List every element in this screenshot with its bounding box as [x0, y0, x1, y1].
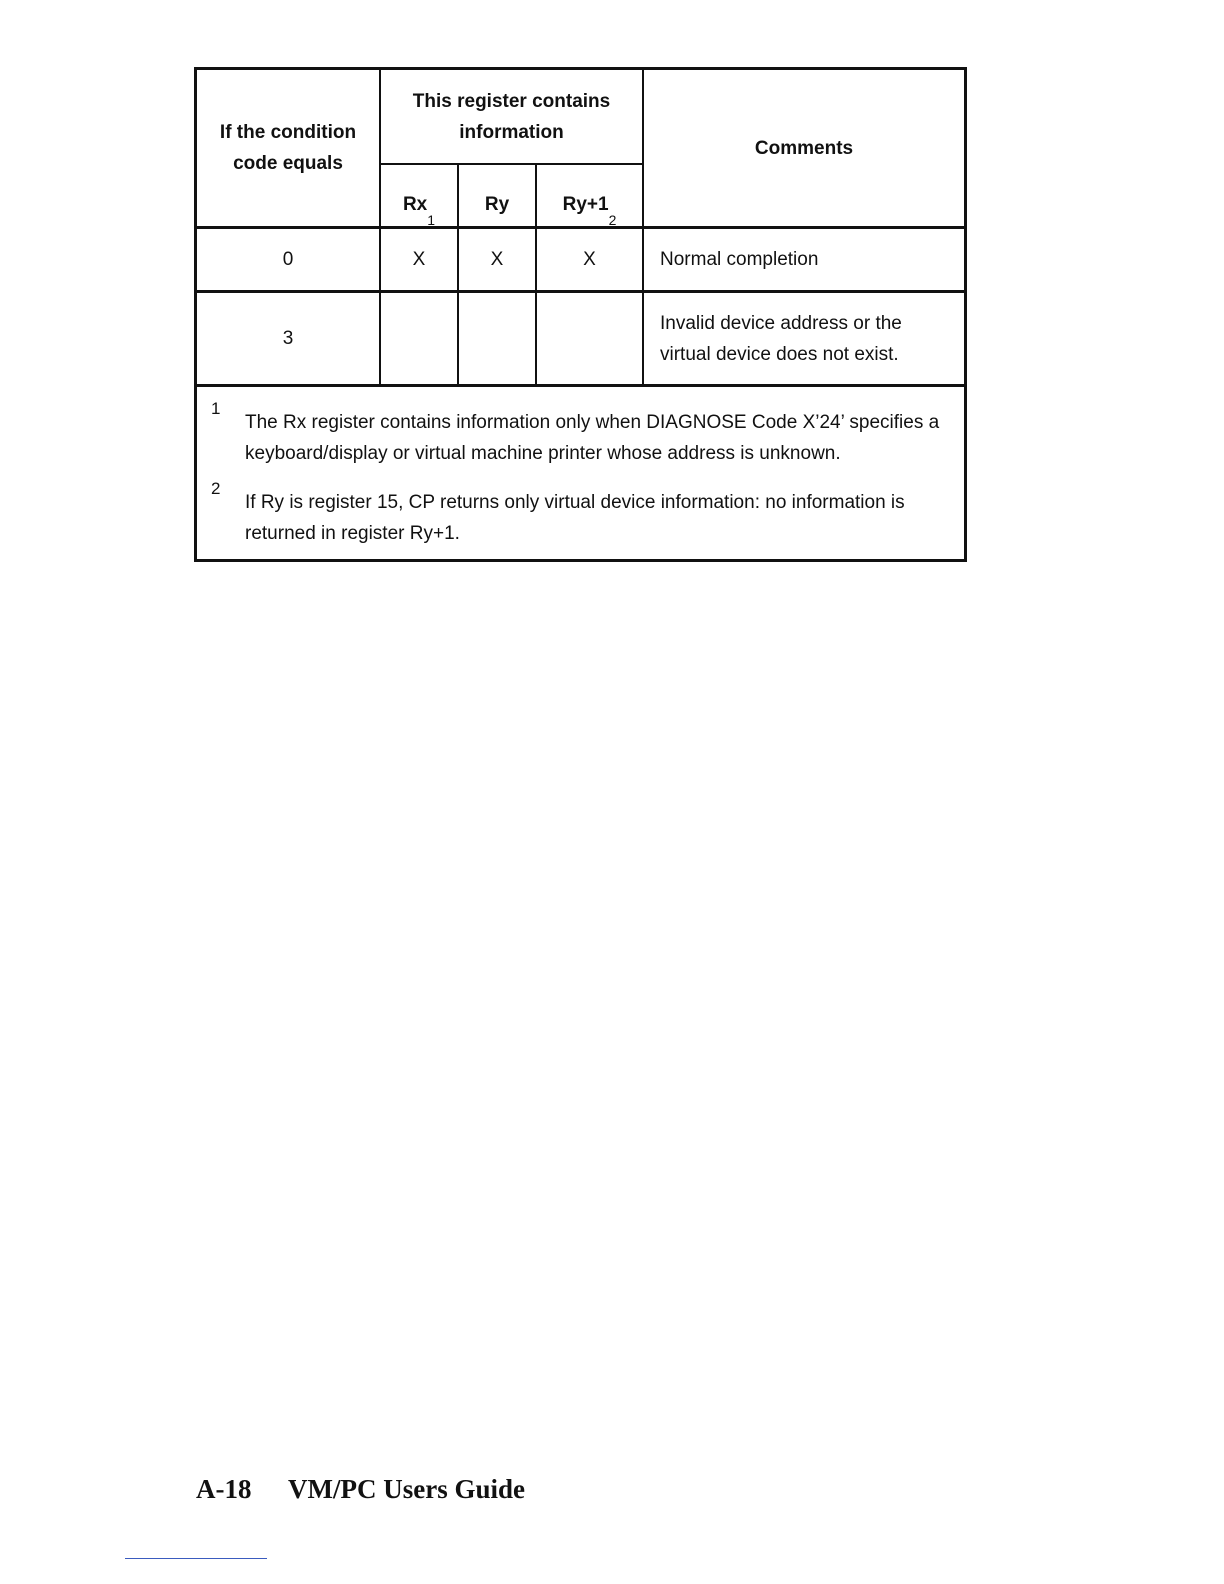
row-0-cc: 0 — [197, 229, 381, 293]
row-1-comment: Invalid device address or the virtual device does not exist. — [644, 293, 964, 387]
book-title: VM/PC Users Guide — [288, 1474, 525, 1504]
rx-label: Rx — [402, 194, 428, 215]
header-register-contains: This register contains information — [381, 70, 644, 165]
header-ry1: Ry+1 2 — [537, 165, 644, 229]
table-footnotes — [197, 387, 964, 559]
footnote-1 — [211, 401, 944, 469]
footnote-2-text: If Ry is register 15, CP returns only virtual device information: no information is returned in register Ry+1. — [245, 492, 905, 544]
bottom-rule — [125, 1558, 267, 1559]
page-footer — [196, 1474, 525, 1505]
table-grid — [197, 70, 964, 387]
row-0-ry1: X — [537, 229, 644, 293]
ry1-label: Ry+1 — [562, 194, 609, 215]
header-condition-code: If the condition code equals — [197, 70, 381, 229]
row-1-ry — [459, 293, 537, 387]
footnote-1-text: The Rx register contains information only when DIAGNOSE Code X’24’ specifies a keyboard/display or virtual machine printer whose address is unknown. — [245, 412, 940, 464]
header-comments: Comments — [644, 70, 964, 229]
row-1-cc: 3 — [197, 293, 381, 387]
row-1-rx — [381, 293, 459, 387]
footnote-1-mark: 1 — [211, 399, 221, 418]
row-0-comment: Normal completion — [644, 229, 964, 293]
page-number: A-18 — [196, 1474, 252, 1504]
footnote-2 — [211, 481, 944, 549]
row-1-ry1 — [537, 293, 644, 387]
row-0-rx: X — [381, 229, 459, 293]
footnote-2-mark: 2 — [211, 479, 221, 498]
condition-code-table — [194, 67, 967, 562]
row-0-ry: X — [459, 229, 537, 293]
header-ry: Ry — [459, 165, 537, 229]
header-rx: Rx 1 — [381, 165, 459, 229]
